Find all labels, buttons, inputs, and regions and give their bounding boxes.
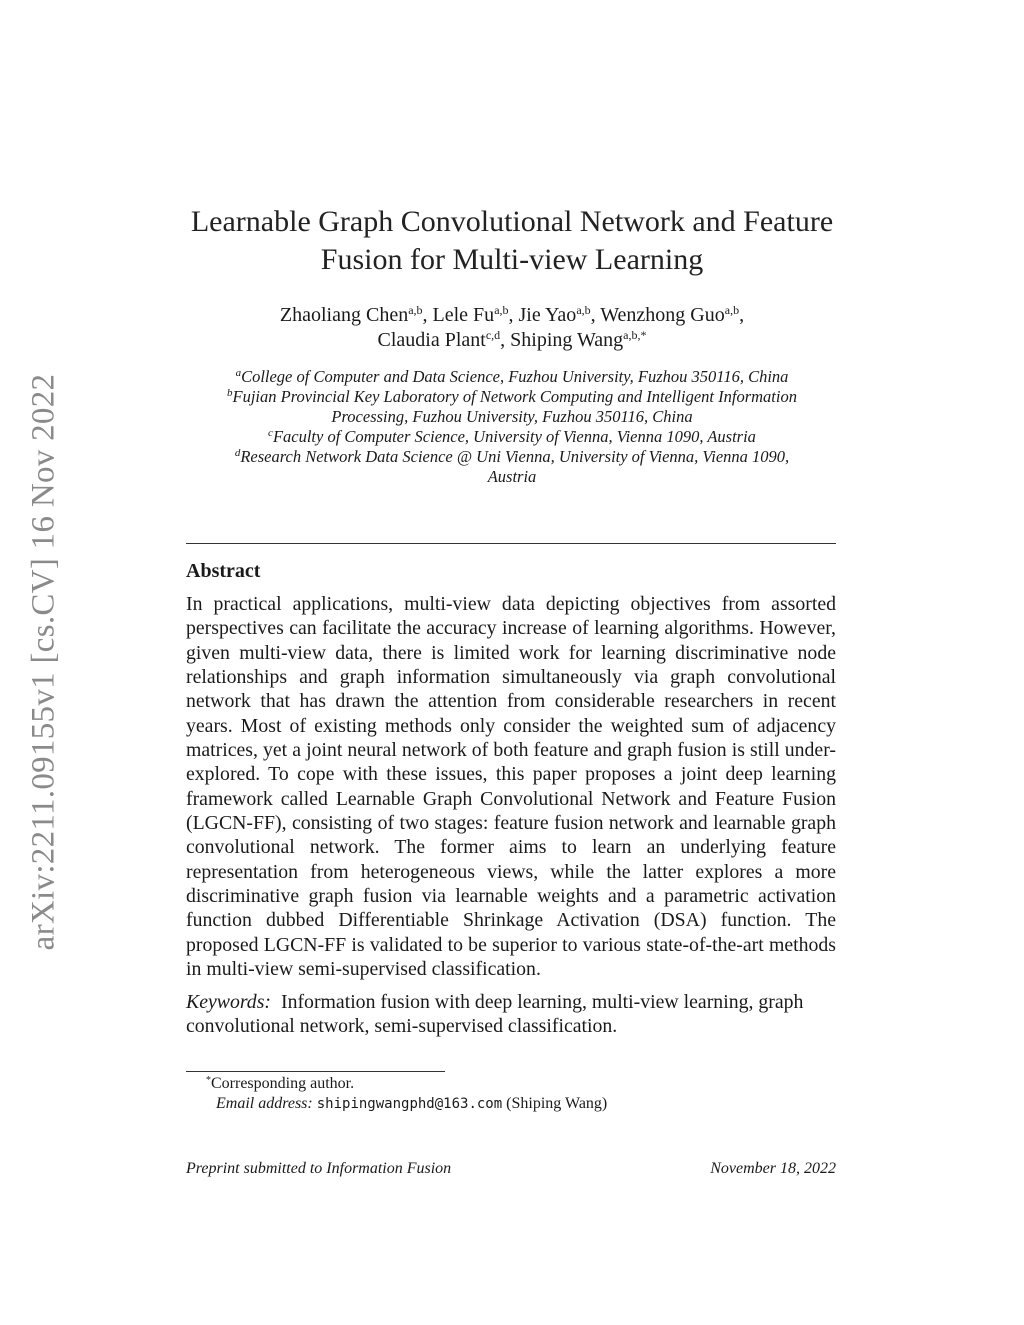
abstract-top-rule — [186, 543, 836, 544]
footer-date: November 18, 2022 — [710, 1160, 836, 1177]
affiliation-mark: a — [235, 367, 242, 379]
author-affil-mark: a,b — [724, 303, 740, 317]
affiliation — [180, 387, 844, 407]
keywords-label: Keywords: — [186, 991, 271, 1013]
affiliation-continuation: Austria — [487, 467, 537, 486]
author-affil-mark: a,b,* — [623, 328, 647, 342]
author-affil-mark: a,b — [408, 303, 423, 317]
footnote-corresponding — [206, 1074, 836, 1094]
email-owner: (Shiping Wang) — [506, 1095, 608, 1112]
author-name: Shiping Wang — [510, 329, 624, 351]
author-name: Lele Fu — [432, 304, 495, 326]
author-separator: , — [739, 304, 745, 326]
author-affil-mark: a,b — [494, 303, 509, 317]
affiliation — [180, 367, 844, 387]
affiliation-mark: d — [234, 447, 241, 459]
affiliation — [180, 447, 844, 467]
footnote-rule — [186, 1071, 445, 1072]
title-line-1: Learnable Graph Convolutional Network and Feature — [190, 205, 834, 238]
author-list — [160, 303, 864, 353]
affiliation-mark: c — [268, 427, 273, 439]
author-line-2 — [160, 328, 864, 353]
author-separator: , — [500, 329, 511, 351]
abstract-text: In practical applications, multi-view data depicting objectives from assorted perspectives can facilitate the accuracy increase of learning algorithms. However, given multi-view data, there is limited work for learning discriminative node relationships and graph information simultaneously via graph convolutional network that has drawn the attention from considerable researchers in recent years. Most of existing methods only consider the weighted sum of adjacency matrices, yet a joint neural network of both feature and graph fusion is still under-explored. To cope with these issues, this paper proposes a joint deep learning framework called Learnable Graph Convolutional Network and Feature Fusion (LGCN-FF), consisting of two stages: feature fusion network and learnable graph convolutional network. The former aims to learn an underlying feature representation from heterogeneous views, while the latter explores a more discriminative graph fusion via learnable weights and a parametric activation function dubbed Differentiable Shrinkage Activation (DSA) function. The proposed LGCN-FF is validated to be superior to various state-of-the-art methods in multi-view semi-supervised classification. — [186, 593, 836, 981]
email-label: Email address: — [216, 1095, 313, 1112]
footnotes — [206, 1074, 836, 1114]
email-address[interactable]: shipingwangphd@163.com — [316, 1096, 503, 1112]
author-affil-mark: c,d — [485, 328, 501, 342]
affiliation-continuation: Processing, Fuzhou University, Fuzhou 350116, China — [331, 407, 693, 426]
author-separator: , — [590, 304, 601, 326]
footnote-email — [206, 1094, 836, 1114]
affiliation-text: Research Network Data Science @ Uni Vienna, University of Vienna, Vienna 1090, — [240, 447, 790, 466]
author-name: Wenzhong Guo — [600, 304, 725, 326]
paper-title — [160, 203, 864, 279]
author-name: Zhaoliang Chen — [279, 304, 409, 326]
affiliation-list — [180, 367, 844, 487]
affiliation-mark: b — [227, 387, 233, 399]
arxiv-id: arXiv:2211.09155v1 [cs.CV] 16 Nov 2022 — [25, 373, 62, 951]
preprint-note: Preprint submitted to Information Fusion — [186, 1160, 452, 1177]
footnote-corresponding-text: Corresponding author. — [211, 1075, 355, 1092]
author-name: Claudia Plant — [377, 329, 486, 351]
affiliation-text: College of Computer and Data Science, Fuzhou University, Fuzhou 350116, China — [241, 367, 789, 386]
affiliation-text: Faculty of Computer Science, University of Vienna, Vienna 1090, Austria — [272, 427, 756, 446]
author-separator: , — [508, 304, 519, 326]
keywords-text: Information fusion with deep learning, multi-view learning, graph convolutional network, semi-supervised classification. — [186, 991, 804, 1037]
affiliation — [180, 427, 844, 447]
abstract-heading: Abstract — [186, 560, 261, 582]
author-affil-mark: a,b — [576, 303, 591, 317]
keywords — [186, 990, 836, 1038]
footnote-mark: * — [206, 1075, 211, 1086]
author-separator: , — [422, 304, 433, 326]
title-line-2: Fusion for Multi-view Learning — [320, 243, 704, 276]
affiliation-text: Fujian Provincial Key Laboratory of Network Computing and Intelligent Information — [232, 387, 797, 406]
author-name: Jie Yao — [518, 304, 577, 326]
author-line-1 — [160, 303, 864, 328]
